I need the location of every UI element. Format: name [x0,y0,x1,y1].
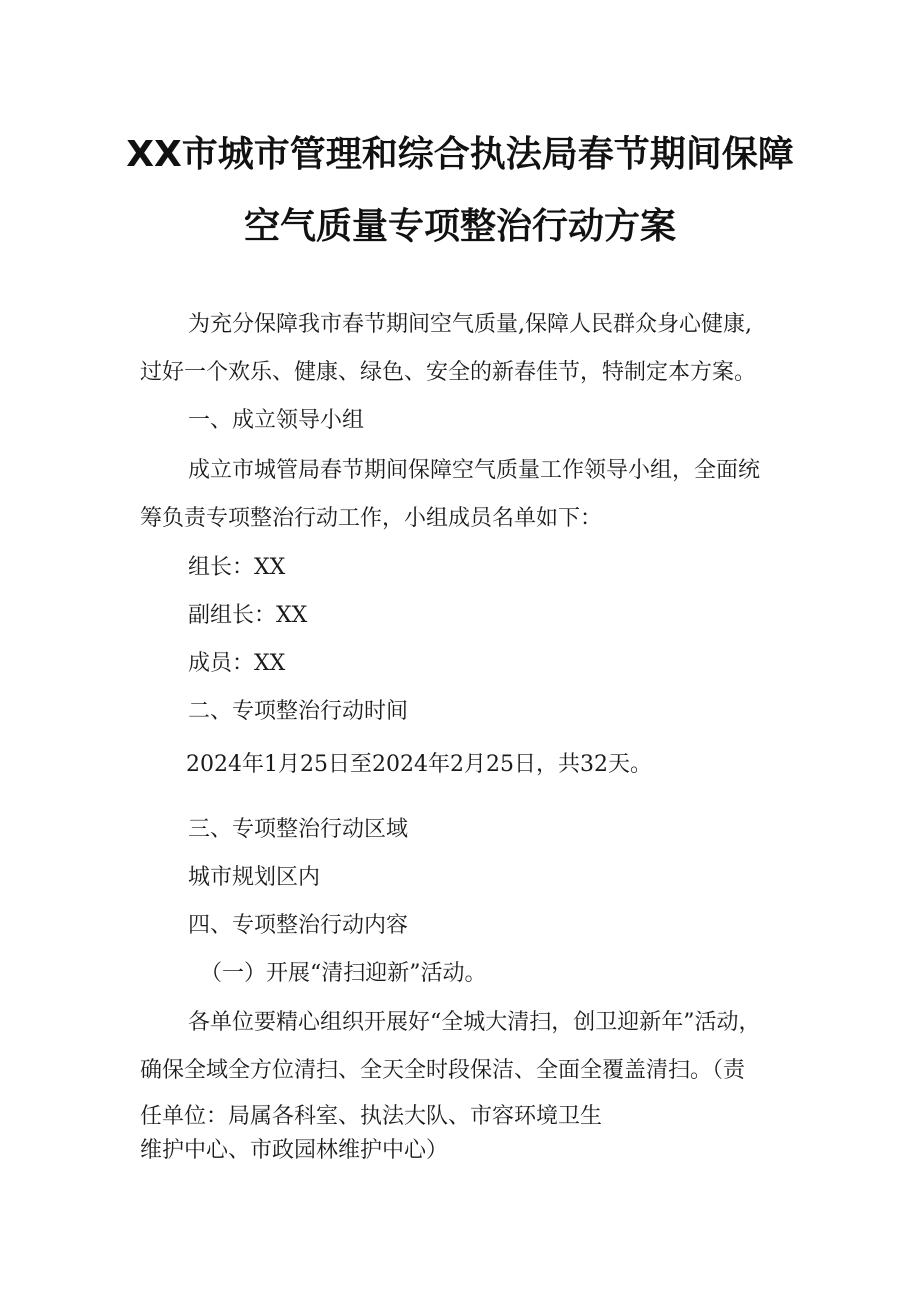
leader-line: 组长：XX [188,555,286,580]
section-3-area: 城市规划区内 [188,865,321,890]
document-title-line-1: XX市城市管理和综合执法局春节期间保障 [126,134,794,175]
subsection-1-paragraph-line-2: 确保全域全方位清扫、全天全时段保洁、全面全覆盖清扫。（责 [140,1058,746,1083]
subsection-1-heading: （一）开展“清扫迎新”活动。 [200,961,487,986]
deputy-leader-line: 副组长：XX [188,603,308,628]
section-1-paragraph-line-2: 筹负责专项整治行动工作，小组成员名单如下： [140,506,603,531]
section-2-period: 2024年1月25日至2024年2月25日，共32天。 [186,752,652,777]
section-1-paragraph-line-1: 成立市城管局春节期间保障空气质量工作领导小组，全面统 [188,458,761,483]
section-2-heading: 二、专项整治行动时间 [188,699,409,724]
subsection-1-paragraph-line-4: 维护中心、市政园林维护中心） [140,1138,449,1163]
members-line: 成员：XX [188,651,286,676]
document-title-line-2: 空气质量专项整治行动方案 [243,206,676,247]
intro-paragraph-line-1: 为充分保障我市春节期间空气质量,保障人民群众身心健康, [188,312,752,337]
subsection-1-paragraph-line-1: 各单位要精心组织开展好“全城大清扫，创卫迎新年”活动， [188,1010,761,1035]
subsection-1-paragraph-line-3: 任单位：局属各科室、执法大队、市容环境卫生 [140,1104,603,1129]
section-1-heading: 一、成立领导小组 [188,408,365,433]
intro-paragraph-line-2: 过好一个欢乐、健康、绿色、安全的新春佳节，特制定本方案。 [140,360,757,385]
section-3-heading: 三、专项整治行动区域 [188,817,409,842]
section-4-heading: 四、专项整治行动内容 [188,913,409,938]
